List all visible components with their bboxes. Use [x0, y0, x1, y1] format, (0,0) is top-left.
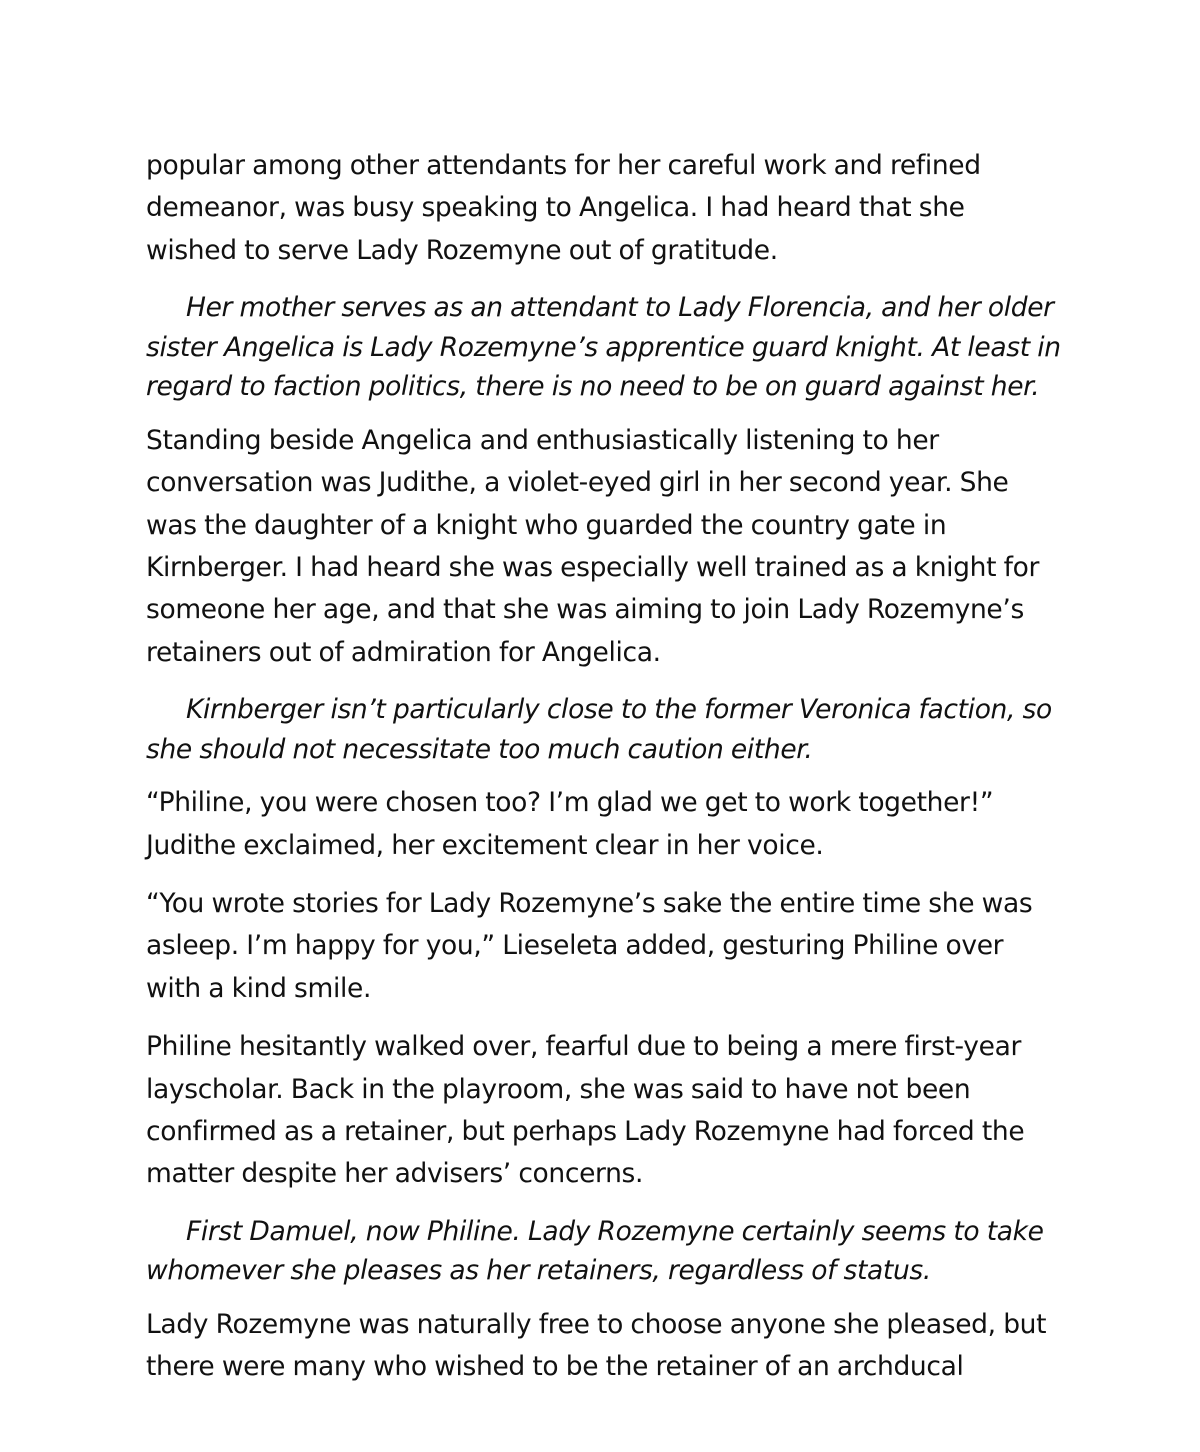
- italic-thought-paragraph: Kirnberger isn’t particularly close to the former Veronica faction, so she should not necessitate too much caution either.: [146, 694, 1052, 765]
- paragraph: Philine hesitantly walked over, fearful due to being a mere first-year layscholar. Back in the playroom, she was said to have not been confirmed as a retainer, but perhaps Lady Rozemyne had forced the matter despite her advisers’ concerns.: [146, 1031, 1025, 1190]
- paragraph: Lady Rozemyne was naturally free to choose anyone she pleased, but there were many who wished to be the retainer of an archducal: [146, 1308, 1047, 1383]
- italic-thought-paragraph: First Damuel, now Philine. Lady Rozemyne certainly seems to take whomever she pleases as her retainers, regardless of status.: [146, 1215, 1044, 1287]
- dialogue-paragraph: “Philine, you were chosen too? I’m glad we get to work together!” Judithe exclaimed, her excitement clear in her voice.: [146, 787, 994, 861]
- dialogue-paragraph: “You wrote stories for Lady Rozemyne’s sake the entire time she was asleep. I’m happy for you,” Lieseleta added, gesturing Philine over with a kind smile.: [146, 887, 1033, 1004]
- body-text: [146, 145, 1061, 1405]
- paragraph: popular among other attendants for her careful work and refined demeanor, was busy speaking to Angelica. I had heard that she wished to serve Lady Rozemyne out of gratitude.: [146, 150, 981, 266]
- paragraph: Standing beside Angelica and enthusiastically listening to her conversation was Judithe, a violet-eyed girl in her second year. She was the daughter of a knight who guarded the country gate in Kirnberger. I had heard she was especially well trained as a knight for someone her age, and that she was aiming to join Lady Rozemyne’s retainers out of admiration for Angelica.: [146, 424, 1040, 668]
- italic-thought-paragraph: Her mother serves as an attendant to Lady Florencia, and her older sister Angelica is Lady Rozemyne’s apprentice guard knight. At least in regard to faction politics, there is no need to be on guard against her.: [146, 292, 1061, 403]
